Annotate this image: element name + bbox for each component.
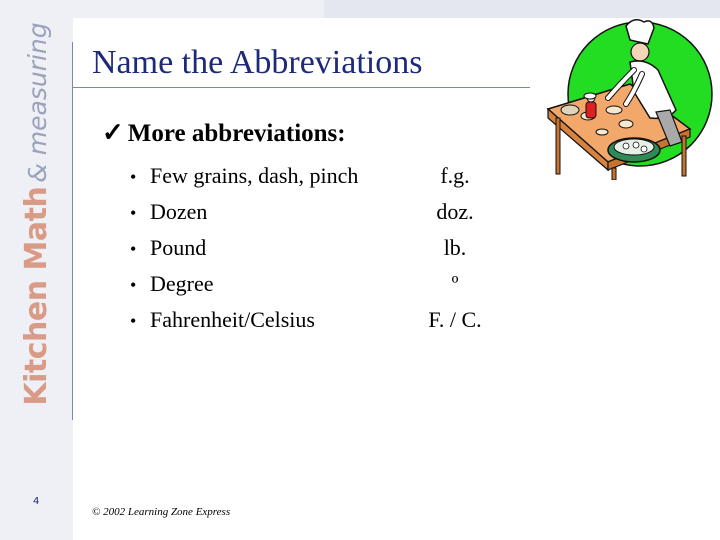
abbreviation-text: F. / C. bbox=[428, 307, 482, 332]
term-text: Pound bbox=[150, 235, 207, 260]
brand-sub-text: & measuring bbox=[23, 22, 52, 183]
term-list bbox=[130, 158, 358, 338]
bullet-icon: • bbox=[130, 311, 137, 331]
list-item bbox=[130, 230, 358, 266]
abbreviation-text: lb. bbox=[443, 235, 467, 260]
copyright-notice: © 2002 Learning Zone Express bbox=[92, 506, 231, 518]
abbreviation-text: º bbox=[451, 271, 459, 296]
subheading-text: More abbreviations: bbox=[127, 120, 346, 147]
chef-cooking-clipart bbox=[530, 14, 720, 180]
top-band bbox=[73, 0, 324, 18]
vertical-rule bbox=[72, 42, 73, 420]
abbreviation-text: doz. bbox=[436, 199, 474, 224]
subheading bbox=[102, 118, 346, 148]
term-text: Few grains, dash, pinch bbox=[150, 163, 359, 188]
page-number: 4 bbox=[33, 496, 40, 507]
bullet-icon: • bbox=[130, 167, 137, 187]
slide-title: Name the Abbreviations bbox=[92, 44, 423, 81]
bullet-icon: • bbox=[130, 275, 137, 295]
abbreviation-column bbox=[410, 158, 500, 338]
brand-main-text: Kitchen Math bbox=[19, 186, 54, 406]
title-underline-rule bbox=[72, 87, 530, 88]
list-item bbox=[130, 158, 358, 194]
term-text: Fahrenheit/Celsius bbox=[150, 307, 315, 332]
checkmark-icon: ✓ bbox=[102, 118, 124, 147]
list-item bbox=[130, 266, 358, 302]
list-item bbox=[130, 194, 358, 230]
bullet-icon: • bbox=[130, 239, 137, 259]
term-text: Dozen bbox=[150, 199, 208, 224]
abbreviation-text: f.g. bbox=[440, 163, 470, 188]
list-item bbox=[130, 302, 358, 338]
brand-logo bbox=[19, 22, 54, 406]
term-text: Degree bbox=[150, 271, 214, 296]
bullet-icon: • bbox=[130, 203, 137, 223]
